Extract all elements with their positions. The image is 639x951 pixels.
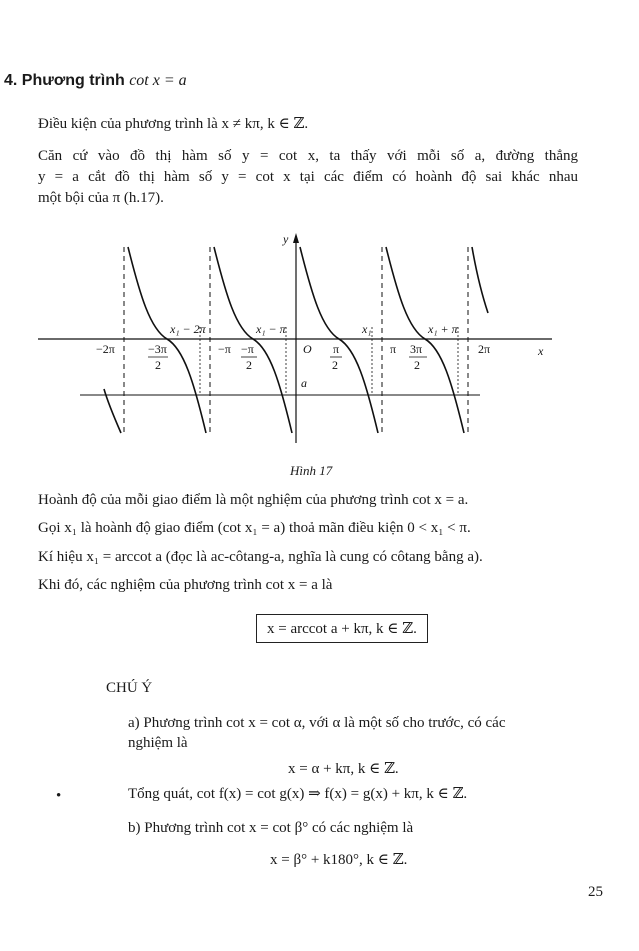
tick-3pi2-den: 2 [414, 358, 420, 372]
cot-graph-figure [0, 225, 639, 450]
note-a-line2: nghiệm là [128, 735, 188, 751]
graph-paragraph-line2: y = a cắt đồ thị hàm số y = cot x tại các điểm có hoành độ sai khác nhau [38, 169, 578, 185]
tick-neg-3pi2-num: −3π [148, 342, 167, 356]
tick-pi2-den: 2 [332, 358, 338, 372]
after-paragraph-3: Kí hiệu x₁ = arccot a (đọc là ac-côtang-a, nghĩa là cung có côtang bằng a). [38, 549, 483, 565]
tick-neg-3pi2-den: 2 [155, 358, 161, 372]
heading-prefix: 4. Phương trình [4, 72, 125, 89]
tick-neg-pi2-num: −π [241, 342, 254, 356]
tick-pi2-num: π [333, 342, 340, 356]
label-x1-minus-2pi: x₁ − 2π [170, 322, 206, 336]
note-a-line1: a) Phương trình cot x = cot α, với α là một số cho trước, có các [128, 715, 506, 731]
tick-neg-2pi: −2π [96, 342, 115, 356]
section-heading [4, 72, 187, 90]
tick-pi: π [390, 342, 397, 356]
label-x1-plus-pi: x₁ + π [428, 322, 458, 336]
note-title: CHÚ Ý [106, 680, 153, 696]
figure-caption: Hình 17 [290, 463, 333, 478]
graph-paragraph-line1: Căn cứ vào đồ thị hàm số y = cot x, ta thấy với mỗi số a, đường thẳng [38, 148, 578, 164]
graph-paragraph-line3: một bội của π (h.17). [38, 190, 164, 206]
y-axis-label: y [283, 232, 289, 246]
tick-neg-pi: −π [218, 342, 231, 356]
heading-math: cot x = a [129, 72, 187, 89]
y-axis-arrow-icon [293, 233, 299, 243]
label-x1: x₁ [362, 322, 372, 336]
boxed-formula: x = arccot a + kπ, k ∈ ℤ. [256, 614, 428, 643]
label-x1-minus-pi: x₁ − π [256, 322, 286, 336]
note-a-formula: x = α + kπ, k ∈ ℤ. [288, 761, 399, 777]
tick-neg-pi2-den: 2 [246, 358, 252, 372]
cot-branch-partial-right [472, 247, 488, 313]
note-b-formula: x = β° + k180°, k ∈ ℤ. [270, 852, 408, 868]
cot-branch-1 [128, 247, 206, 433]
cot-branch-4 [386, 247, 464, 433]
tick-2pi: 2π [478, 342, 491, 356]
cot-branch-2 [214, 247, 292, 433]
note-b-line1: b) Phương trình cot x = cot β° có các nghiệm là [128, 820, 414, 836]
origin-label: O [303, 342, 312, 356]
after-paragraph-1: Hoành độ của mỗi giao điểm là một nghiệm của phương trình cot x = a. [38, 492, 469, 508]
tick-3pi2-num: 3π [410, 342, 423, 356]
condition-paragraph: Điều kiện của phương trình là x ≠ kπ, k ∈ ℤ. [38, 116, 309, 132]
x-axis-label: x [538, 344, 544, 358]
note-general: Tổng quát, cot f(x) = cot g(x) ⇒ f(x) = g(x) + kπ, k ∈ ℤ. [128, 786, 468, 802]
page-number: 25 [588, 884, 603, 900]
note-bullet: • [56, 788, 62, 804]
cot-branch-3 [300, 247, 378, 433]
after-paragraph-2: Gọi x₁ là hoành độ giao điểm (cot x₁ = a) thoả mãn điều kiện 0 < x₁ < π. [38, 520, 471, 536]
a-label: a [301, 376, 307, 390]
after-paragraph-4: Khi đó, các nghiệm của phương trình cot x = a là [38, 577, 333, 593]
cot-branch-partial-left [104, 389, 121, 433]
